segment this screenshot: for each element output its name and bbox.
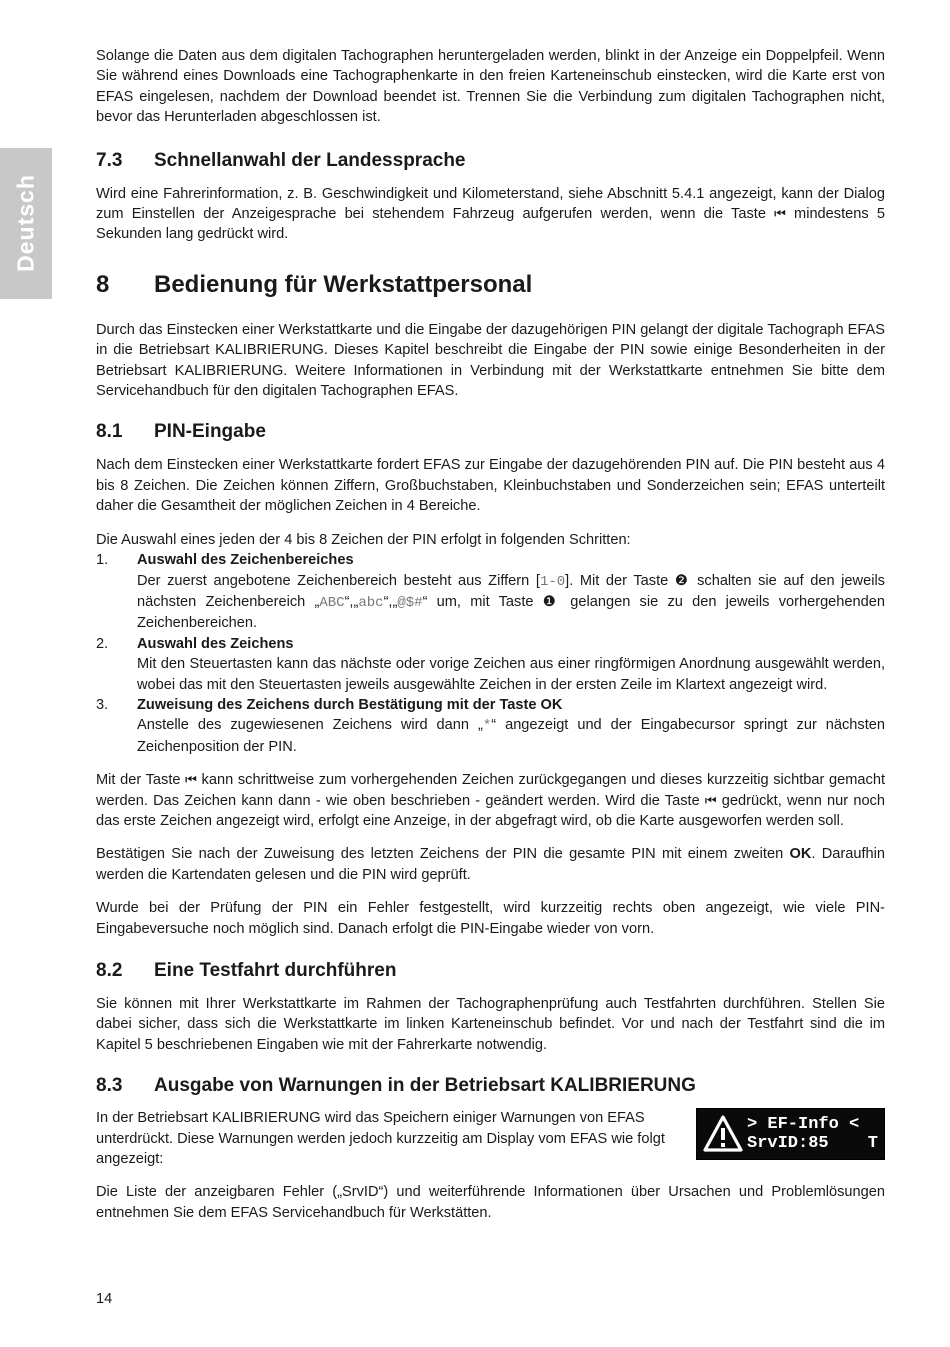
list-item: 1. Auswahl des Zeichenbereiches Der zuerst angebotene Zeichenbereich besteht aus Ziffern [1-0]. Mit der Taste ❷ schalten sie auf den jeweils nächsten Zeichenbereich „ABC“,„abc“,„@$#“ um, mit Taste ❶ gelangen sie zu den jeweils vorhergehenden Zeichenbereichen. [96, 552, 885, 632]
section-8-3-heading: 8.3 Ausgabe von Warnungen in der Betriebsart KALIBRIERUNG [96, 1075, 696, 1097]
chapter-8-paragraph: Durch das Einstecken einer Werkstattkarte und die Eingabe der dazugehörigen PIN gelangt der digitale Tachograph EFAS in die Betriebsart KALIBRIERUNG. Dieses Kapitel beschreibt die Eingabe der PIN sowie einige Besonderheiten in der Betriebsart KALIBRIERUNG. Weitere Informationen in Verbindung mit der Werkstattkarte entnehmen Sie bitte dem Servicehandbuch für den digitalen Tachographen EFAS. [96, 321, 885, 400]
list-item: 2. Auswahl des Zeichens Mit den Steuertasten kann das nächste oder vorige Zeichen aus einer ringförmigen Anordnung ausgewählt werden, wobei das mit den Steuertasten jeweils ausgewählte Zeichen in der ersten Zeile im Klartext angezeigt wird. [96, 635, 885, 693]
display-line-2: SrvID:85 [747, 1134, 829, 1154]
section-8-1-heading: 8.1 PIN-Eingabe [96, 421, 266, 443]
side-tab-label: Deutsch [12, 174, 39, 272]
back-key-icon: ⏮ [185, 772, 197, 788]
section-8-1-paragraph-4: Bestätigen Sie nach der Zuweisung des letzten Zeichens der PIN die gesamte PIN mit einem zweiten OK. Daraufhin werden die Kartendaten gelesen und die PIN wird geprüft. [96, 846, 885, 883]
section-8-3-paragraph-2: Die Liste der anzeigbaren Fehler („SrvID“) und weiterführende Informationen über Ursachen und Problemlösungen entnehmen Sie dem EFAS Servicehandbuch für Werkstätten. [96, 1184, 885, 1221]
pin-steps-list [96, 550, 885, 757]
language-side-tab [0, 148, 52, 299]
section-8-1-paragraph-2: Die Auswahl eines jeden der 4 bis 8 Zeichen der PIN erfolgt in folgenden Schritten: [96, 531, 631, 548]
chapter-8-heading: 8 Bedienung für Werkstattpersonal [96, 270, 533, 298]
page-content [96, 46, 885, 1223]
section-8-3-paragraph-1: In der Betriebsart KALIBRIERUNG wird das Speichern einiger Warnungen von EFAS unterdrückt. Diese Warnungen werden jedoch kurzzeitig am Display vom EFAS wie folgt angezeigt: [96, 1110, 665, 1168]
section-7-3-paragraph: Wird eine Fahrerinformation, z. B. Geschwindigkeit und Kilometerstand, siehe Abschnitt 5.4.1 angezeigt, kann der Dialog zum Einstellen der Anzeigesprache bei stehendem Fahrzeug aufgerufen werden, wenn die Taste ⏮ mindestens 5 Sekunden lang gedrückt wird. [96, 185, 885, 243]
warning-icon [703, 1114, 743, 1154]
key-1-icon: ❶ [542, 593, 562, 610]
section-7-3-heading: 7.3 Schnellanwahl der Landessprache [96, 149, 466, 171]
ef-info-display [696, 1108, 885, 1160]
section-8-1-paragraph-3: Mit der Taste ⏮ kann schrittweise zum vorhergehenden Zeichen zurückgegangen und dieses kurzzeitig sichtbar gemacht werden. Das Zeichen kann dann - wie oben beschrieben - geändert werden. Wird die Taste ⏮ gedrückt, wenn nur noch das erste Zeichen angezeigt wird, erfolgt eine Anzeige, in der abgefragt wird, ob die Karte ausgeworfen werden soll. [96, 772, 885, 829]
section-8-2-paragraph: Sie können mit Ihrer Werkstattkarte im Rahmen der Tachographenprüfung auch Testfahrten durchführen. Stellen Sie dabei sicher, dass sich die Werkstattkarte im linken Karteneinschub befindet. Vor und nach der Testfahrt sind die im Kapitel 5 beschriebenen Eingaben wie mit der Fahrerkarte notwendig. [96, 996, 885, 1053]
page-number: 14 [96, 1291, 113, 1307]
display-indicator: T [867, 1134, 878, 1154]
section-8-1-paragraph-5: Wurde bei der Prüfung der PIN ein Fehler festgestellt, wird kurzzeitig rechts oben angezeigt, wie viele PIN-Eingabeversuche noch möglich sind. Danach erfolgt die PIN-Eingabe wieder von vorn. [96, 900, 885, 937]
section-8-1-paragraph-1: Nach dem Einstecken einer Werkstattkarte fordert EFAS zur Eingabe der dazugehörenden PIN auf. Die PIN besteht aus 4 bis 8 Zeichen. Die Zeichen können Ziffern, Großbuchstaben, Kleinbuchstaben und Sonderzeichen sein; EFAS unterteilt daher die Gesamtheit der möglichen Zeichen in 4 Bereiche. [96, 457, 885, 515]
section-8-2-heading: 8.2 Eine Testfahrt durchführen [96, 960, 397, 981]
list-item: 3. Zuweisung des Zeichens durch Bestätigung mit der Taste OK Anstelle des zugewiesenen Zeichens wird dann „*“ angezeigt und der Eingabecursor springt zur nächsten Zeichenposition der PIN. [96, 696, 885, 755]
key-2-icon: ❷ [674, 572, 691, 589]
display-line-1: > EF-Info < [747, 1115, 860, 1135]
intro-paragraph: Solange die Daten aus dem digitalen Tachographen heruntergeladen werden, blinkt in der Anzeige ein Doppelpfeil. Wenn Sie während eines Downloads eine Tachographenkarte in den freien Karteneinschub einstecken, wird die Karte erst von EFAS eingelesen, nachdem der Download beendet ist. Trennen Sie die Verbindung zum digitalen Tachographen nicht, bevor das Herunterladen abgeschlossen ist. [96, 48, 885, 126]
back-key-icon: ⏮ [774, 206, 786, 222]
back-key-icon: ⏮ [704, 792, 717, 808]
